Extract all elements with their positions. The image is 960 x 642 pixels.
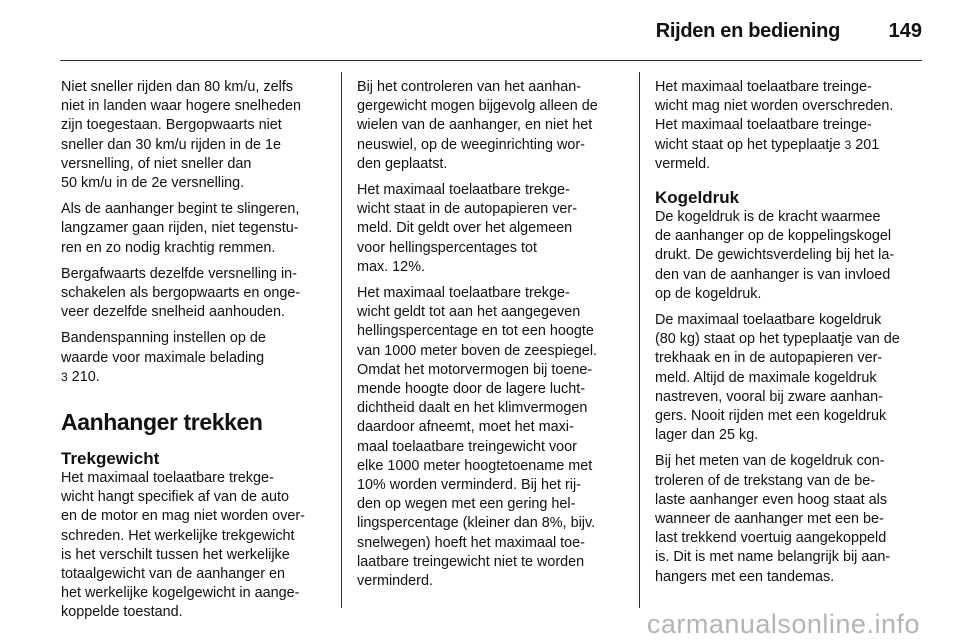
text-line: 50 km/u in de 2e versnelling. xyxy=(61,175,245,192)
section-heading: Aanhanger trekken xyxy=(61,409,263,436)
text-line: sneller dan 30 km/u rijden in de 1e xyxy=(61,136,281,153)
text-line: Het maximaal toelaatbare treinge- xyxy=(655,117,872,134)
text-line: Bij het controleren van het aanhan- xyxy=(357,79,582,95)
text-line: dichtheid daalt en het klimvermogen xyxy=(357,400,588,417)
paragraph xyxy=(655,311,921,445)
text-line: gergewicht mogen bijgevolg alleen de xyxy=(357,98,598,115)
text-line: (80 kg) staat op het typeplaatje van de xyxy=(655,331,900,348)
text-line: Niet sneller rijden dan 80 km/u, zelfs xyxy=(61,79,293,95)
text-line: daardoor afneemt, moet het maxi- xyxy=(357,419,574,436)
text-line: trekhaak en in de autopapieren ver- xyxy=(655,350,883,367)
reference-page: 210. xyxy=(67,368,100,385)
text-line: den op wegen met een gering hel- xyxy=(357,496,576,513)
text-line: wanneer de aanhanger met een be- xyxy=(655,511,884,528)
text-line: Omdat het motorvermogen bij toene- xyxy=(357,361,593,378)
paragraph xyxy=(357,181,623,277)
text-line: hellingspercentage en tot een hoogte xyxy=(357,323,594,340)
text-line: Het maximaal toelaatbare trekge- xyxy=(357,182,570,199)
text-line: max. 12%. xyxy=(357,258,425,275)
page-reference[interactable] xyxy=(845,137,880,153)
text-line: 10% worden verminderd. Bij het rij- xyxy=(357,477,581,494)
text-line: troleren of de trekstang van de be- xyxy=(655,472,875,489)
text-line: niet in landen waar hogere snelheden xyxy=(61,98,302,115)
text-line: en de motor en mag niet worden over- xyxy=(61,508,305,525)
reference-arrow-icon: 3 xyxy=(844,137,852,152)
watermark: carmanualsonline.info xyxy=(646,609,920,639)
text-line: laste aanhanger even hoog staat als xyxy=(655,491,888,508)
text-line: koppelde toestand. xyxy=(61,604,183,621)
text-fragment: wicht staat op het typeplaatje xyxy=(655,136,845,153)
text-line: De maximaal toelaatbare kogeldruk xyxy=(655,312,882,329)
paragraph xyxy=(61,200,327,258)
text-line: den geplaatst. xyxy=(357,155,448,172)
text-line: vermeld. xyxy=(655,155,711,172)
page-header xyxy=(0,0,960,60)
page-reference[interactable] xyxy=(61,368,327,387)
text-line: elke 1000 meter hoogtetoename met xyxy=(357,457,593,474)
paragraph xyxy=(655,208,921,304)
subheading: Kogeldruk xyxy=(655,188,740,208)
text-line: drukt. De gewichtsverdeling bij het la- xyxy=(655,247,895,264)
paragraph xyxy=(357,284,623,591)
paragraph xyxy=(655,452,921,586)
text-line: veer dezelfde snelheid aanhouden. xyxy=(61,304,286,321)
column-1 xyxy=(61,78,327,630)
text-line: meld. Dit geldt over het algemeen xyxy=(357,220,573,237)
column-3 xyxy=(655,78,921,594)
text-line: neuswiel, op de weeginrichting wor- xyxy=(357,136,585,153)
text-line: meld. Altijd de maximale kogeldruk xyxy=(655,369,877,386)
text-line: ren en zo nodig krachtig remmen. xyxy=(61,239,276,256)
text-line: Bergafwaarts dezelfde versnelling in- xyxy=(61,265,297,282)
text-line: de aanhanger op de koppelingskogel xyxy=(655,228,892,245)
text-line: hangers met een tandemas. xyxy=(655,568,835,585)
paragraph xyxy=(61,469,327,623)
text-line: schreden. Het werkelijke trekgewicht xyxy=(61,527,295,544)
text-line: op de kogeldruk. xyxy=(655,285,762,302)
text-line: Als de aanhanger begint te slingeren, xyxy=(61,201,300,218)
text-line: verminderd. xyxy=(357,573,433,590)
paragraph xyxy=(655,78,921,174)
text-line: langzamer gaan rijden, niet tegenstu- xyxy=(61,220,299,237)
text-line: wicht staat in de autopapieren ver- xyxy=(357,201,577,218)
text-line: het werkelijke kogelgewicht in aange- xyxy=(61,585,300,602)
column-divider-2 xyxy=(639,72,640,608)
text-line: lager dan 25 kg. xyxy=(655,427,759,444)
column-2 xyxy=(357,78,623,598)
text-line: Het maximaal toelaatbare treinge- xyxy=(655,79,872,95)
paragraph xyxy=(357,78,623,174)
reference-page: 201 xyxy=(851,136,880,153)
text-line: snelwegen) hoeft het maximaal toe- xyxy=(357,534,585,551)
text-line: is het verschilt tussen het werkelijke xyxy=(61,546,290,563)
text-line: gers. Nooit rijden met een kogeldruk xyxy=(655,408,887,425)
text-line: maal toelaatbare treingewicht voor xyxy=(357,438,577,455)
reference-arrow-icon: 3 xyxy=(61,369,68,384)
page-title: Rijden en bediening xyxy=(655,20,840,42)
text-line: voor hellingspercentages tot xyxy=(357,239,537,256)
text-line: van 1000 meter boven de zeespiegel. xyxy=(357,342,598,359)
text-line: Het maximaal toelaatbare trekge- xyxy=(357,285,570,302)
text-line: laatbare treingewicht niet te worden xyxy=(357,553,585,570)
paragraph xyxy=(61,78,327,193)
text-line: Het maximaal toelaatbare trekge- xyxy=(61,470,274,487)
paragraph xyxy=(61,329,327,387)
text-line: wielen van de aanhanger, en niet het xyxy=(357,117,593,134)
text-line: nastreven, vooral bij zware aanhan- xyxy=(655,388,883,405)
text-line: Bandenspanning instellen op de xyxy=(61,330,266,347)
text-line: De kogeldruk is de kracht waarmee xyxy=(655,209,881,226)
text-line: mende hoogte door de lagere lucht- xyxy=(357,381,586,398)
header-divider xyxy=(60,60,922,61)
column-divider-1 xyxy=(341,72,342,608)
text-line: den van de aanhanger is van invloed xyxy=(655,266,891,283)
text-line xyxy=(655,136,921,155)
text-line: lingspercentage (kleiner dan 8%, bijv. xyxy=(357,515,596,532)
text-line: wicht hangt specifiek af van de auto xyxy=(61,489,289,506)
text-line: Bij het meten van de kogeldruk con- xyxy=(655,453,885,470)
text-line: totaalgewicht van de aanhanger en xyxy=(61,566,286,583)
text-line: wicht mag niet worden overschreden. xyxy=(655,98,894,115)
text-line: versnelling, of niet sneller dan xyxy=(61,155,252,172)
text-line: wicht geldt tot aan het aangegeven xyxy=(357,304,581,321)
text-line: schakelen als bergopwaarts en onge- xyxy=(61,285,301,302)
text-line: last trekkend voertuig aangekoppeld xyxy=(655,530,887,547)
page-number: 149 xyxy=(888,20,922,42)
text-line: zijn toegestaan. Bergopwaarts niet xyxy=(61,117,282,134)
paragraph xyxy=(61,265,327,323)
text-line: waarde voor maximale belading xyxy=(61,349,265,366)
text-line: is. Dit is met name belangrijk bij aan- xyxy=(655,549,891,566)
subheading: Trekgewicht xyxy=(61,449,160,469)
